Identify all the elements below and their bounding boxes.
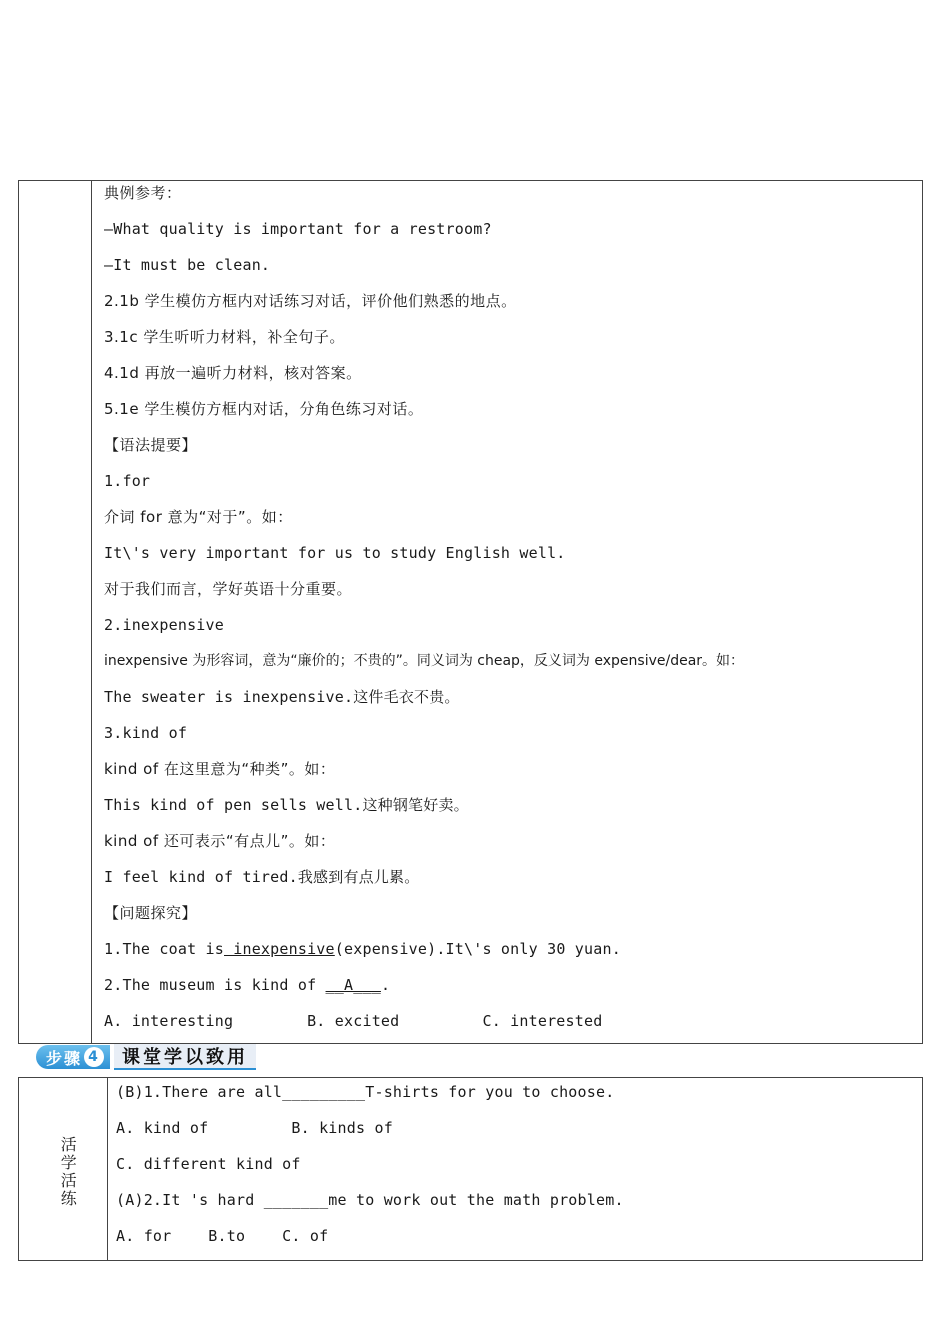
exercise-line: (A)2.It 's hard _______me to work out the math problem.: [116, 1191, 624, 1209]
text-line: 3.1c 学生听听力材料，补全句子。: [104, 328, 345, 346]
text-line: kind of 还可表示“有点儿”。如：: [104, 832, 336, 850]
text-line: 5.1e 学生模仿方框内对话，分角色练习对话。: [104, 400, 424, 418]
text-line: kind of 在这里意为“种类”。如：: [104, 760, 336, 778]
exercise-line: A. kind of B. kinds of: [116, 1119, 393, 1137]
text-line: —What quality is important for a restroom?: [104, 220, 492, 238]
question-2: [104, 975, 390, 995]
text-line: The sweater is inexpensive.这件毛衣不贵。: [104, 688, 460, 706]
text-line: —It must be clean.: [104, 256, 271, 274]
text-line: inexpensive 为形容词，意为“廉价的；不贵的”。同义词为 cheap，反义词为 expensive/dear。如：: [104, 653, 745, 669]
section-heading-grammar: 【语法提要】: [104, 436, 198, 454]
question-1-suffix: (expensive).It\'s only 30 yuan.: [334, 940, 621, 958]
step-label: 步骤: [46, 1048, 83, 1068]
exercise-line: A. for B.to C. of: [116, 1227, 329, 1245]
text-line: 典例参考：: [104, 184, 182, 202]
table-2-divider: [107, 1077, 108, 1261]
text-line: I feel kind of tired.我感到有点儿累。: [104, 868, 420, 886]
text-line: It\'s very important for us to study English well.: [104, 544, 566, 562]
text-line: 3.kind of: [104, 724, 188, 742]
question-1-answer: inexpensive: [224, 940, 335, 958]
question-2-options: A. interesting B. excited C. interested: [104, 1012, 603, 1030]
step-badge: [36, 1045, 110, 1069]
step-title: 课堂学以致用: [114, 1044, 256, 1070]
text-line: 2.inexpensive: [104, 616, 224, 634]
question-2-answer: __A___: [325, 976, 381, 994]
exercise-line: C. different kind of: [116, 1155, 301, 1173]
text-line: 对于我们而言，学好英语十分重要。: [104, 580, 353, 598]
text-line: This kind of pen sells well.这种钢笔好卖。: [104, 796, 469, 814]
side-label-char: 活: [60, 1171, 78, 1190]
section-heading-inquiry: 【问题探究】: [104, 904, 198, 922]
question-2-prefix: 2.The museum is kind of: [104, 976, 326, 994]
text-line: 介词 for 意为“对于”。如：: [104, 508, 293, 526]
exercise-line: (B)1.There are all_________T-shirts for you to choose.: [116, 1083, 615, 1101]
step-number: 4: [84, 1047, 104, 1067]
text-line: 4.1d 再放一遍听力材料，核对答案。: [104, 364, 362, 382]
side-label-char: 学: [60, 1153, 78, 1172]
text-line: 2.1b 学生模仿方框内对话练习对话，评价他们熟悉的地点。: [104, 292, 517, 310]
question-1-prefix: 1.The coat is: [104, 940, 224, 958]
side-label-char: 练: [60, 1189, 78, 1208]
table-1-divider: [91, 180, 92, 1044]
side-label-practice: [58, 1136, 80, 1208]
side-label-char: 活: [60, 1135, 78, 1154]
step-banner: [36, 1044, 256, 1070]
text-line: 1.for: [104, 472, 151, 490]
question-2-suffix: .: [380, 976, 391, 994]
question-1: [104, 939, 621, 959]
